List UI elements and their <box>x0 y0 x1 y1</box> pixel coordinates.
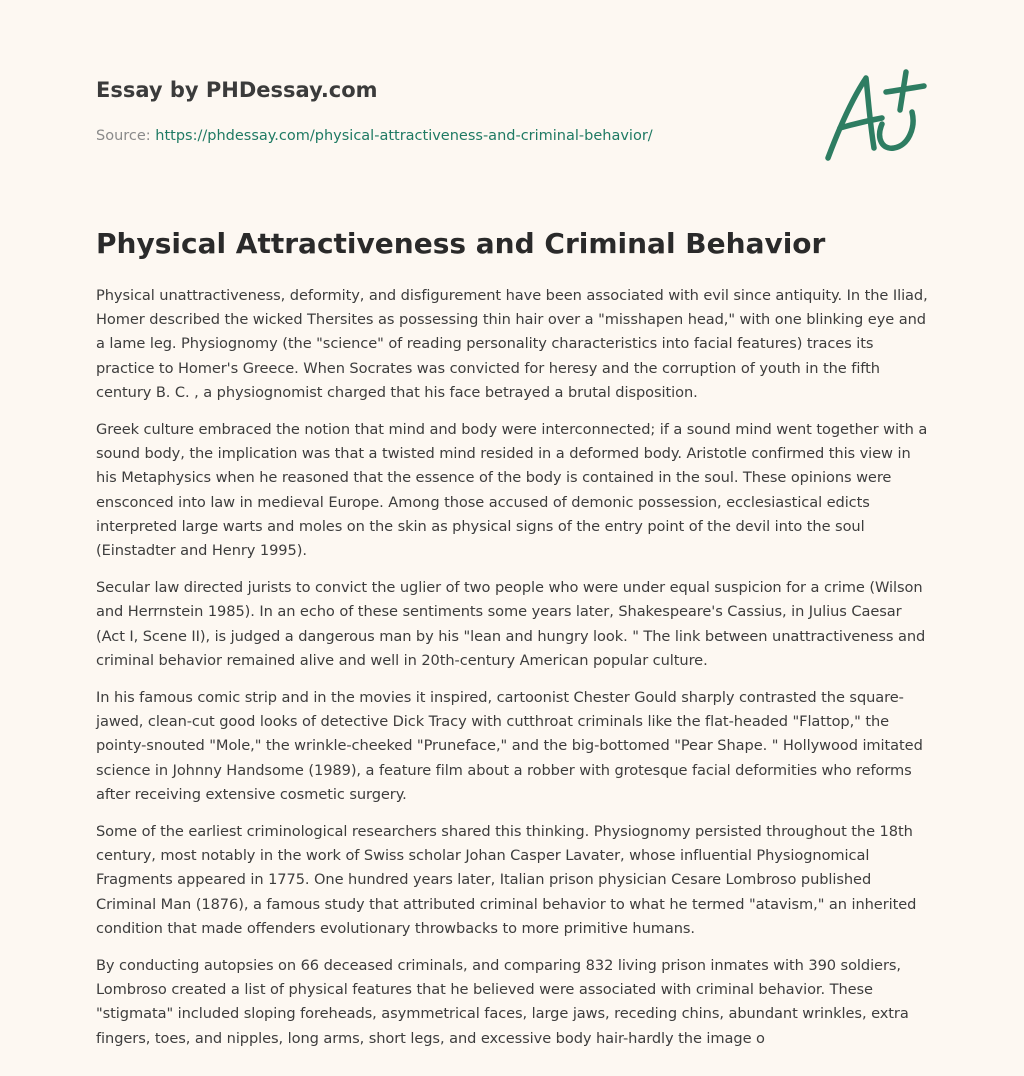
source-label: Source: <box>96 128 156 144</box>
paragraph: Secular law directed jurists to convict the uglier of two people who were under equal suspicion for a crime (Wilson and Herrnstein 1985). In an echo of these sentiments some years later, Shakespeare's Cassius, in Julius Caesar (Act I, Scene II), is judged a dangerous man by his "lean and hungry look. " The link between unattractiveness and criminal behavior remained alive and well in 20th-century American popular culture. <box>96 579 926 669</box>
source-link[interactable]: https://phdessay.com/physical-attractiveness-and-criminal-behavior/ <box>155 128 653 144</box>
essay-title: Physical Attractiveness and Criminal Behavior <box>96 227 826 260</box>
a-plus-logo-icon <box>820 66 930 166</box>
source-line <box>96 126 796 146</box>
paragraph: In his famous comic strip and in the movies it inspired, cartoonist Chester Gould sharply contrasted the square-jawed, clean-cut good looks of detective Dick Tracy with cutthroat criminals like the flat-headed "Flattop," the pointy-snouted "Mole," the wrinkle-cheeked "Pruneface," and the big-bottomed "Pear Shape. " Hollywood imitated science in Johnny Handsome (1989), a feature film about a robber with grotesque facial deformities who reforms after receiving extensive cosmetic surgery. <box>96 689 923 803</box>
essay-header <box>96 76 796 146</box>
paragraph: Physical unattractiveness, deformity, and disfigurement have been associated with evil since antiquity. In the Iliad, Homer described the wicked Thersites as possessing thin hair over a "misshapen head," with one blinking eye and a lame leg. Physiognomy (the "science" of reading personality characteristics into facial features) traces its practice to Homer's Greece. When Socrates was convicted for heresy and the corruption of youth in the fifth century B. C. , a physiognomist charged that his face betrayed a brutal disposition. <box>96 287 928 401</box>
site-brand: Essay by PHDessay.com <box>96 78 378 102</box>
paragraph: Greek culture embraced the notion that mind and body were interconnected; if a sound mind went together with a sound body, the implication was that a twisted mind resided in a deformed body. Aristotle confirmed this view in his Metaphysics when he reasoned that the essence of the body is contained in the soul. These opinions were ensconced into law in medieval Europe. Among those accused of demonic possession, ecclesiastical edicts interpreted large warts and moles on the skin as physical signs of the entry point of the devil into the soul (Einstadter and Henry 1995). <box>96 421 928 560</box>
paragraph: Some of the earliest criminological researchers shared this thinking. Physiognomy persisted throughout the 18th century, most notably in the work of Swiss scholar Johan Casper Lavater, whose influential Physiognomical Fragments appeared in 1775. One hundred years later, Italian prison physician Cesare Lombroso published Criminal Man (1876), a famous study that attributed criminal behavior to what he termed "atavism," an inherited condition that made offenders evolutionary throwbacks to more primitive humans. <box>96 823 917 937</box>
paragraph: By conducting autopsies on 66 deceased criminals, and comparing 832 living prison inmates with 390 soldiers, Lombroso created a list of physical features that he believed were associated with criminal behavior. These "stigmata" included sloping foreheads, asymmetrical faces, large jaws, receding chins, abundant wrinkles, extra fingers, toes, and nipples, long arms, short legs, and excessive body hair-hardly the image o <box>96 957 909 1047</box>
essay-body <box>96 284 932 1064</box>
